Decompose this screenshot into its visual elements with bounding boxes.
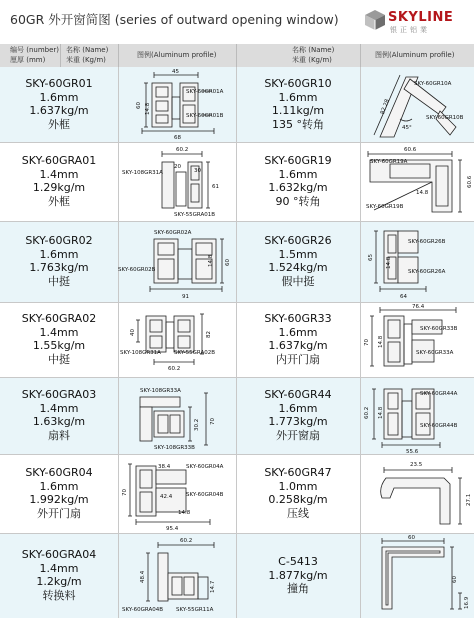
header-divider: [118, 44, 119, 67]
header-col4-line1: 名称 (Name): [292, 46, 335, 54]
spec-weight: 1.637kg/m: [29, 104, 89, 117]
spec-weight: 1.877kg/m: [268, 568, 328, 582]
header-col2-line2: 米重 (Kg/m): [66, 56, 106, 64]
spec-weight: 1.63kg/m: [32, 415, 86, 428]
header-col1-line2: 厘厚 (mm): [10, 56, 46, 64]
profile-spec-right: [236, 388, 360, 442]
spec-weight: 1.773kg/m: [268, 415, 328, 428]
dim-label: 91: [182, 294, 189, 300]
dim-label: 14.8: [208, 254, 214, 267]
spec-thick: 1.5mm: [278, 247, 318, 261]
logo-brand-cn: 银正铝業: [390, 26, 430, 34]
dim-label: 60: [136, 102, 142, 109]
part-label: SKY-55GRA01B: [174, 212, 215, 218]
profile-drawing-60gr47: [360, 454, 474, 533]
spec-name: 中挺: [48, 274, 70, 288]
dim-label: 30.2: [194, 418, 200, 431]
profile-spec-right: [236, 312, 360, 366]
spec-weight: 1.637kg/m: [268, 339, 328, 352]
spec-thick: 1.4mm: [39, 325, 79, 339]
dim-label: 14.8: [378, 406, 384, 419]
profile-drawing-60gr04: [118, 454, 236, 533]
dim-label: 14.8: [378, 335, 384, 348]
spec-code: SKY-60GR02: [25, 234, 93, 247]
dim-label: 48.4: [140, 570, 146, 583]
page-title: 60GR 外开窗简图 (series of outward opening window): [10, 12, 339, 27]
profile-drawing-60gr01: [118, 67, 236, 142]
profile-drawing-c5413: [360, 533, 474, 618]
dim-label: 61: [212, 184, 219, 190]
part-label: SKY-60GR04A: [186, 464, 224, 470]
spec-name: 转换料: [42, 588, 76, 602]
spec-thick: 1.6mm: [278, 90, 318, 104]
spec-code: SKY-60GR19: [264, 154, 332, 167]
dim-label: 55.6: [406, 449, 419, 455]
spec-weight: 1.2kg/m: [36, 575, 82, 588]
spec-thick: 1.4mm: [39, 167, 79, 181]
part-label: SKY-60GR26A: [408, 269, 446, 275]
part-label: SKY-60GR44A: [420, 391, 458, 397]
dim-label: 45°: [402, 125, 412, 131]
profile-spec-right: [236, 466, 360, 520]
part-label: SKY-60GR01B: [186, 113, 224, 119]
profile-drawing-60gr10: [360, 67, 474, 142]
header-col4-line2: 米重 (Kg/m): [292, 56, 332, 64]
dim-label: 76.4: [412, 304, 425, 310]
spec-name: 扇料: [48, 428, 70, 442]
dim-label: 70: [210, 418, 216, 425]
profile-spec-left: [0, 388, 118, 442]
part-label: SKY-60GR19B: [366, 204, 404, 210]
profile-drawing-60gr02: [118, 221, 236, 302]
dim-label: 60.2: [176, 147, 189, 153]
profile-spec-left: [0, 548, 118, 602]
dim-label: 20: [174, 164, 181, 170]
part-label: SKY-60GR02A: [154, 230, 192, 236]
profile-spec-right: [236, 154, 360, 208]
dim-label: 60.2: [180, 538, 193, 544]
spec-thick: 1.0mm: [278, 479, 318, 493]
spec-thick: 1.6mm: [278, 167, 318, 181]
dim-label: 60: [452, 576, 458, 583]
profile-drawing-60gr26: [360, 221, 474, 302]
dim-label: 60: [408, 535, 415, 541]
profile-drawing-60gra02: [118, 302, 236, 377]
dim-label: 64: [400, 294, 407, 300]
spec-name: 外框: [48, 194, 70, 208]
dim-label: 95.4: [166, 526, 179, 532]
header-col2-line1: 名称 (Name): [66, 46, 109, 54]
spec-code: SKY-60GR10: [264, 77, 332, 90]
profile-spec-right: [236, 234, 360, 288]
dim-label: 30: [194, 168, 201, 174]
dim-label: 60: [225, 259, 231, 266]
header-divider: [236, 44, 237, 67]
dim-label: 14.8: [386, 256, 392, 269]
part-label: SKY-108GR33B: [154, 445, 195, 451]
spec-name: 135 °转角: [272, 117, 324, 131]
spec-weight: 1.763kg/m: [29, 261, 89, 274]
dim-label: 65: [368, 254, 374, 261]
spec-thick: 1.6mm: [278, 325, 318, 339]
spec-thick: 1.4mm: [39, 401, 79, 415]
spec-thick: 1.6mm: [278, 401, 318, 415]
part-label: SKY-60GR19A: [370, 159, 408, 165]
profile-spec-right: [236, 555, 360, 596]
part-label: SKY-60GR44B: [420, 423, 458, 429]
header-divider: [60, 44, 61, 67]
part-label: SKY-108GR31A: [120, 350, 161, 356]
spec-thick: 1.4mm: [39, 561, 79, 575]
spec-thick: 1.6mm: [39, 247, 79, 261]
profile-spec-left: [0, 154, 118, 208]
profile-drawing-60gr19: [360, 142, 474, 221]
dim-label: 14.8: [145, 102, 151, 115]
spec-code: SKY-60GRA04: [21, 548, 97, 561]
spec-code: SKY-60GR44: [264, 388, 332, 401]
company-logo: [364, 9, 468, 35]
spec-name: 外开窗扇: [276, 428, 320, 442]
dim-label: 23.5: [410, 462, 423, 468]
spec-code: C-5413: [278, 555, 318, 568]
dim-label: 60.6: [404, 147, 417, 153]
spec-name: 外框: [48, 117, 70, 131]
spec-name: 90 °转角: [275, 194, 321, 208]
profile-spec-right: [236, 77, 360, 131]
dim-label: 60.6: [467, 175, 473, 188]
dim-label: 38.4: [158, 464, 171, 470]
logo-brand: SKYLINE: [388, 10, 454, 25]
spec-code: SKY-60GRA03: [21, 388, 97, 401]
part-label: SKY-60GR26B: [408, 239, 446, 245]
spec-code: SKY-60GR04: [25, 466, 93, 479]
part-label: SKY-108GR31A: [122, 170, 163, 176]
header-col1-line1: 编号 (number): [10, 46, 60, 54]
profile-spec-left: [0, 234, 118, 288]
part-label: SKY-60GR02B: [118, 267, 156, 273]
spec-weight: 1.992kg/m: [29, 493, 89, 506]
dim-label: 14.7: [210, 580, 216, 593]
part-label: SKY-60GR10B: [426, 115, 464, 121]
spec-weight: 1.11kg/m: [271, 104, 325, 117]
dim-label: 60.2: [168, 366, 181, 372]
spec-code: SKY-60GR26: [264, 234, 332, 247]
spec-weight: 1.632kg/m: [268, 181, 328, 194]
part-label: SKY-60GR10A: [414, 81, 452, 87]
part-label: SKY-60GRA04B: [122, 607, 163, 613]
spec-code: SKY-60GRA01: [21, 154, 97, 167]
header-col5: 图例(Aluminum profile): [375, 51, 455, 59]
header-col3: 图例(Aluminum profile): [137, 51, 217, 59]
dim-label: 82.28: [379, 98, 391, 116]
spec-name: 中挺: [48, 352, 70, 366]
part-label: SKY-60GR01A: [186, 89, 224, 95]
spec-name: 外开门扇: [37, 506, 81, 520]
spec-weight: 1.524kg/m: [268, 261, 328, 274]
profile-spec-left: [0, 312, 118, 366]
dim-label: 68: [174, 135, 181, 141]
profile-drawing-60gr33: [360, 302, 474, 377]
spec-code: SKY-60GRA02: [21, 312, 97, 325]
part-label: SKY-108GR33A: [140, 388, 181, 394]
profile-spec-left: [0, 77, 118, 131]
part-label: SKY-55GRA02B: [174, 350, 215, 356]
spec-weight: 1.29kg/m: [32, 181, 86, 194]
profile-spec-left: [0, 466, 118, 520]
spec-code: SKY-60GR33: [264, 312, 332, 325]
part-label: SKY-60GR04B: [186, 492, 224, 498]
dim-label: 60.2: [364, 406, 370, 419]
spec-weight: 1.55kg/m: [32, 339, 86, 352]
spec-name: 内开门扇: [276, 352, 320, 366]
profile-drawing-60gr44: [360, 377, 474, 454]
spec-code: SKY-60GR47: [264, 466, 332, 479]
spec-code: SKY-60GR01: [25, 77, 93, 90]
spec-name: 假中挺: [281, 274, 315, 288]
table-header: [0, 44, 474, 67]
profile-drawing-60gra03: [118, 377, 236, 454]
dim-label: 70: [122, 489, 128, 496]
profile-drawing-60gra01: [118, 142, 236, 221]
dim-label: 42.4: [160, 494, 173, 500]
dim-label: 14.8: [416, 190, 429, 196]
dim-label: 40: [130, 329, 136, 336]
spec-thick: 1.6mm: [39, 90, 79, 104]
spec-weight: 0.258kg/m: [268, 493, 328, 506]
spec-thick: 1.6mm: [39, 479, 79, 493]
part-label: SKY-60GR33B: [420, 326, 458, 332]
dim-label: 45: [172, 69, 179, 75]
dim-label: 16.9: [464, 596, 470, 609]
part-label: SKY-60GR33A: [416, 350, 454, 356]
spec-name: 撞角: [287, 582, 309, 595]
dim-label: 70: [364, 339, 370, 346]
cube-logo-icon: [364, 9, 386, 31]
part-label: SKY-55GR11A: [176, 607, 214, 613]
header-divider: [360, 44, 361, 67]
spec-name: 压线: [287, 506, 309, 520]
dim-label: 27.1: [466, 493, 472, 506]
dim-label: 14.8: [178, 510, 191, 516]
dim-label: 82: [206, 331, 212, 338]
profile-drawing-60gra04: [118, 533, 236, 618]
